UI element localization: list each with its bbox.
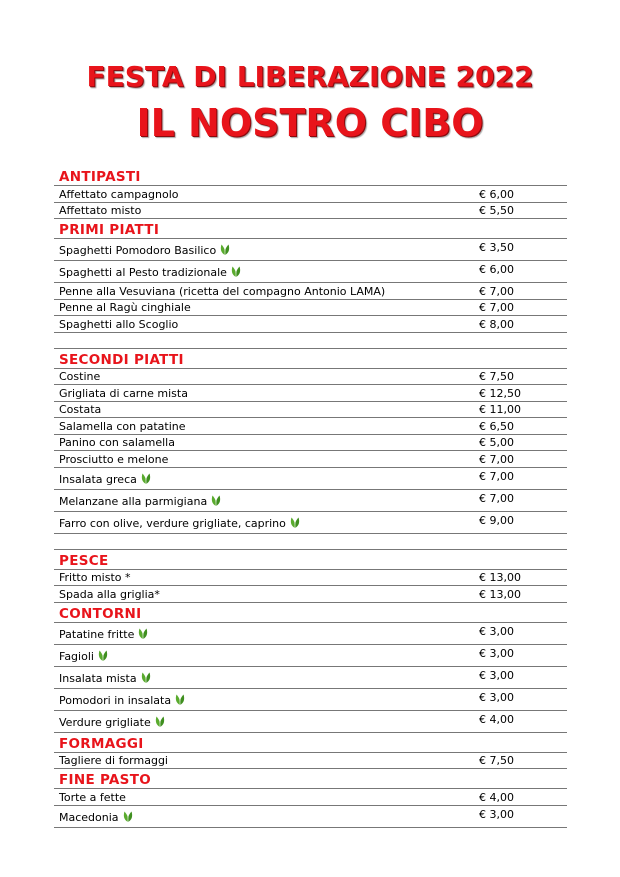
section-header-primi: PRIMI PIATTI [54, 219, 567, 239]
leaf-icon [154, 715, 166, 731]
menu-item: Panino con salamella € 5,00 [54, 435, 567, 452]
section-header-fine-pasto: FINE PASTO [54, 769, 567, 789]
leaf-icon [140, 671, 152, 687]
spacer-row [54, 333, 567, 349]
event-title: FESTA DI LIBERAZIONE 2022 [86, 60, 534, 93]
leaf-icon [210, 494, 222, 510]
menu-item: Verdure grigliate € 4,00 [54, 711, 567, 733]
section-header-secondi: SECONDI PIATTI [54, 349, 567, 369]
menu-item: Spaghetti al Pesto tradizionale € 6,00 [54, 261, 567, 283]
menu-item: Insalata mista € 3,00 [54, 667, 567, 689]
menu-item: Penne alla Vesuviana (ricetta del compagno Antonio LAMA) € 7,00 [54, 283, 567, 300]
leaf-icon [97, 649, 109, 665]
leaf-icon [137, 627, 149, 643]
menu-item: Macedonia € 3,00 [54, 806, 567, 828]
menu-item: Farro con olive, verdure grigliate, caprino € 9,00 [54, 512, 567, 534]
leaf-icon [219, 243, 231, 259]
menu-item: Penne al Ragù cinghiale € 7,00 [54, 300, 567, 317]
menu-item: Affettato misto € 5,50 [54, 203, 567, 220]
menu-item: Spaghetti Pomodoro Basilico € 3,50 [54, 239, 567, 261]
menu-item: Costata € 11,00 [54, 402, 567, 419]
menu-item: Patatine fritte € 3,00 [54, 623, 567, 645]
menu-item: Melanzane alla parmigiana € 7,00 [54, 490, 567, 512]
menu-title: IL NOSTRO CIBO [136, 101, 484, 145]
menu-item: Costine € 7,50 [54, 369, 567, 386]
menu-item: Torte a fette € 4,00 [54, 789, 567, 806]
section-header-formaggi: FORMAGGI [54, 733, 567, 753]
section-header-contorni: CONTORNI [54, 603, 567, 623]
menu-item: Grigliata di carne mista € 12,50 [54, 385, 567, 402]
leaf-icon [230, 265, 242, 281]
menu-item: Fagioli € 3,00 [54, 645, 567, 667]
menu-item: Prosciutto e melone € 7,00 [54, 451, 567, 468]
section-header-pesce: PESCE [54, 550, 567, 570]
menu-item: Spada alla griglia* € 13,00 [54, 586, 567, 603]
leaf-icon [289, 516, 301, 532]
section-header-antipasti: ANTIPASTI [54, 168, 567, 186]
menu-item: Pomodori in insalata € 3,00 [54, 689, 567, 711]
menu-item: Fritto misto * € 13,00 [54, 570, 567, 587]
menu-item: Tagliere di formaggi € 7,50 [54, 753, 567, 770]
leaf-icon [174, 693, 186, 709]
leaf-icon [122, 810, 134, 826]
menu-item: Salamella con patatine € 6,50 [54, 418, 567, 435]
menu-item: Insalata greca € 7,00 [54, 468, 567, 490]
menu-table [54, 168, 567, 828]
menu-item: Affettato campagnolo € 6,00 [54, 186, 567, 203]
leaf-icon [140, 472, 152, 488]
menu-item: Spaghetti allo Scoglio € 8,00 [54, 316, 567, 333]
spacer-row [54, 534, 567, 550]
